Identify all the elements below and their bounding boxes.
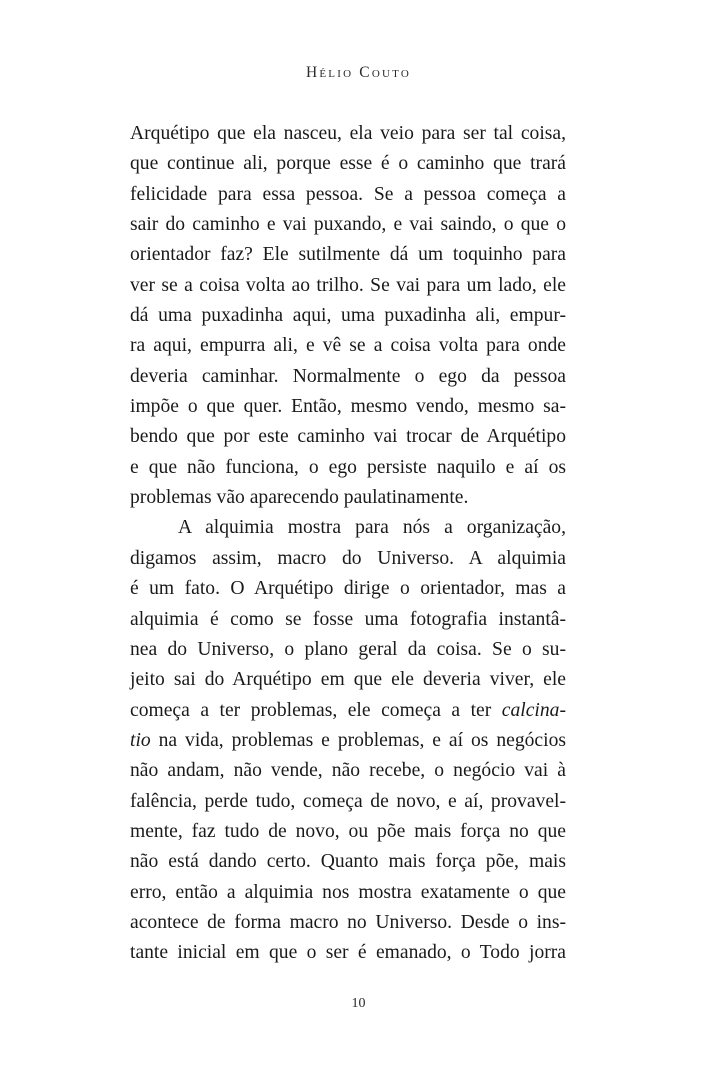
text-segment: na vida, problemas e problemas, e aí os negócios xyxy=(150,729,566,751)
text-line xyxy=(130,453,566,483)
text-line xyxy=(130,878,566,908)
text-segment: deveria caminhar. Normalmente o ego da pessoa xyxy=(130,365,566,387)
text-segment: não está dando certo. Quanto mais força põe, mais xyxy=(130,851,566,873)
text-line xyxy=(130,938,566,968)
text-line xyxy=(130,665,566,695)
text-line xyxy=(130,422,566,452)
text-segment: jeito sai do Arquétipo em que ele deveria viver, ele xyxy=(130,669,566,691)
text-line xyxy=(130,149,566,179)
italic-term: tio xyxy=(130,729,151,751)
text-segment: não andam, não vende, não recebe, o negócio vai à xyxy=(130,760,566,782)
text-segment: começa a ter problemas, ele começa a ter xyxy=(130,699,502,721)
text-line xyxy=(130,119,566,149)
text-line xyxy=(130,908,566,938)
text-line xyxy=(130,847,566,877)
paragraph xyxy=(130,119,566,513)
text-segment: ver se a coisa volta ao trilho. Se vai para um lado, ele xyxy=(130,274,566,296)
text-line xyxy=(130,635,566,665)
text-line xyxy=(130,301,566,331)
text-line xyxy=(130,756,566,786)
text-line xyxy=(130,331,566,361)
text-line xyxy=(130,605,566,635)
italic-term: calcina- xyxy=(501,699,566,721)
text-line xyxy=(130,240,566,270)
text-segment: acontece de forma macro no Universo. Desde o ins- xyxy=(130,911,566,933)
text-segment: tante inicial em que o ser é emanado, o Todo jorra xyxy=(130,942,566,964)
text-segment: e que não funciona, o ego persiste naquilo e aí os xyxy=(130,456,566,478)
text-segment: alquimia é como se fosse uma fotografia instantâ- xyxy=(130,608,566,630)
text-line xyxy=(130,483,566,513)
text-segment: orientador faz? Ele sutilmente dá um toquinho para xyxy=(130,244,566,266)
text-line xyxy=(130,362,566,392)
text-line xyxy=(130,392,566,422)
text-line xyxy=(130,817,566,847)
text-segment: que continue ali, porque esse é o caminho que trará xyxy=(130,153,566,175)
text-segment: erro, então a alquimia nos mostra exatamente o que xyxy=(130,881,566,903)
text-line xyxy=(130,271,566,301)
text-line xyxy=(130,696,566,726)
text-segment: sair do caminho e vai puxando, e vai saindo, o que o xyxy=(130,214,566,236)
text-segment: problemas vão aparecendo paulatinamente. xyxy=(130,487,469,509)
text-line xyxy=(130,544,566,574)
text-segment: ra aqui, empurra ali, e vê se a coisa volta para onde xyxy=(130,335,566,357)
text-line xyxy=(130,726,566,756)
text-line xyxy=(130,180,566,210)
text-segment: nea do Universo, o plano geral da coisa. Se o su- xyxy=(130,638,566,660)
text-segment: bendo que por este caminho vai trocar de Arquétipo xyxy=(130,426,566,448)
text-segment: Arquétipo que ela nasceu, ela veio para ser tal coisa, xyxy=(130,123,566,144)
text-segment: digamos assim, macro do Universo. A alquimia xyxy=(130,547,566,569)
text-segment: A alquimia mostra para nós a organização, xyxy=(178,517,566,539)
text-segment: dá uma puxadinha aqui, uma puxadinha ali, empur- xyxy=(130,305,566,327)
text-line xyxy=(130,574,566,604)
text-line xyxy=(130,210,566,240)
text-segment: mente, faz tudo de novo, ou põe mais força no que xyxy=(130,820,566,842)
running-header: Hélio Couto xyxy=(305,64,411,81)
body-text xyxy=(130,119,566,969)
text-segment: impõe o que quer. Então, mesmo vendo, mesmo sa- xyxy=(130,396,566,418)
text-segment: falência, perde tudo, começa de novo, e aí, provavel- xyxy=(130,790,566,812)
page-number: 10 xyxy=(351,996,366,1011)
paragraph xyxy=(130,513,566,968)
text-segment: felicidade para essa pessoa. Se a pessoa começa a xyxy=(130,183,566,205)
text-line xyxy=(130,513,566,543)
text-line xyxy=(130,787,566,817)
text-segment: é um fato. O Arquétipo dirige o orientador, mas a xyxy=(130,578,566,600)
